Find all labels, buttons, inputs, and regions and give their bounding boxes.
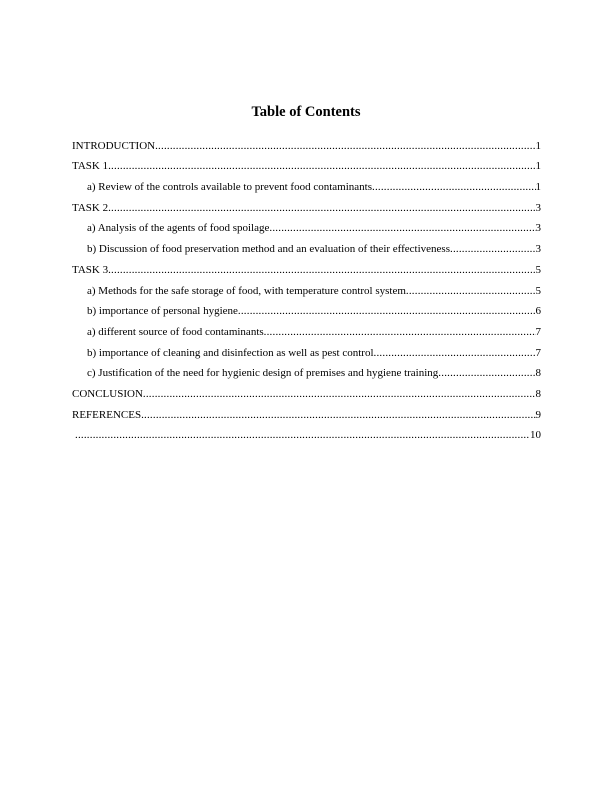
toc-entry-contaminant-sources[interactable] xyxy=(72,320,541,341)
toc-entry-text: INTRODUCTION xyxy=(72,139,156,152)
toc-entry-text: c) Justification of the need for hygienic design of premises and hygiene training xyxy=(87,367,439,380)
dot-leader xyxy=(406,282,536,300)
toc-entry-text: CONCLUSION xyxy=(72,387,143,400)
toc-entry-food-preservation[interactable] xyxy=(72,237,541,258)
toc-page-number: 3 xyxy=(535,201,541,214)
toc-entry-task-3[interactable] xyxy=(72,258,541,279)
dot-leader xyxy=(438,364,535,382)
toc-entry-safe-storage[interactable] xyxy=(72,279,541,300)
dot-leader xyxy=(75,426,530,444)
toc-page-number: 3 xyxy=(535,243,541,256)
toc-entry-hygienic-design[interactable] xyxy=(72,362,541,383)
toc-entry-text: b) importance of cleaning and disinfection as well as pest control xyxy=(87,346,374,359)
toc-title: Table of Contents xyxy=(251,104,361,120)
toc-entry-text: a) different source of food contaminants xyxy=(87,325,264,338)
toc-page-number: 1 xyxy=(535,160,541,173)
dot-leader xyxy=(108,261,535,279)
toc-entry-introduction[interactable] xyxy=(72,134,541,155)
toc-entry-text: TASK 3 xyxy=(72,263,109,276)
toc-page-number: 7 xyxy=(535,346,541,359)
dot-leader xyxy=(108,199,535,217)
dot-leader xyxy=(372,178,536,196)
toc-page-number: 5 xyxy=(535,284,541,297)
toc-entry-task-1[interactable] xyxy=(72,155,541,176)
toc-page-number: 10 xyxy=(530,429,541,442)
dot-leader xyxy=(450,240,536,258)
dot-leader xyxy=(269,219,535,237)
toc-entry-task-2[interactable] xyxy=(72,196,541,217)
toc-page-number: 1 xyxy=(535,139,541,152)
toc-entry-review-controls[interactable] xyxy=(72,175,541,196)
toc-entry-text: REFERENCES xyxy=(72,408,142,421)
toc-page-number: 6 xyxy=(535,305,541,318)
toc-page-number: 5 xyxy=(535,263,541,276)
dot-leader xyxy=(264,323,536,341)
toc-page-number: 8 xyxy=(535,367,541,380)
toc-entry-cleaning-pest-control[interactable] xyxy=(72,341,541,362)
dot-leader xyxy=(143,385,536,403)
dot-leader xyxy=(374,344,536,362)
dot-leader xyxy=(108,157,535,175)
toc-entry-text: TASK 2 xyxy=(72,201,109,214)
toc-page-number: 1 xyxy=(535,181,541,194)
toc-page-number: 7 xyxy=(535,325,541,338)
toc-entry-references[interactable] xyxy=(72,403,541,424)
toc-entry-personal-hygiene[interactable] xyxy=(72,300,541,321)
toc-page-number: 3 xyxy=(535,222,541,235)
toc-entry-text: b) importance of personal hygiene xyxy=(87,305,238,318)
dot-leader xyxy=(238,302,536,320)
toc-page-number: 9 xyxy=(535,408,541,421)
toc-entry-text: a) Review of the controls available to prevent food contaminants xyxy=(87,181,372,194)
dot-leader xyxy=(141,406,535,424)
toc-entry-text: a) Analysis of the agents of food spoilage xyxy=(87,222,270,235)
toc-entry-text: b) Discussion of food preservation method and an evaluation of their effectiveness xyxy=(87,243,450,256)
toc-list xyxy=(72,134,541,444)
toc-entry-text: a) Methods for the safe storage of food, with temperature control system xyxy=(87,284,406,297)
toc-entry-food-spoilage[interactable] xyxy=(72,217,541,238)
dot-leader xyxy=(155,137,535,155)
toc-entry-conclusion[interactable] xyxy=(72,382,541,403)
toc-entry-untitled[interactable] xyxy=(72,424,541,445)
toc-entry-text: TASK 1 xyxy=(72,160,109,173)
toc-page-number: 8 xyxy=(535,387,541,400)
